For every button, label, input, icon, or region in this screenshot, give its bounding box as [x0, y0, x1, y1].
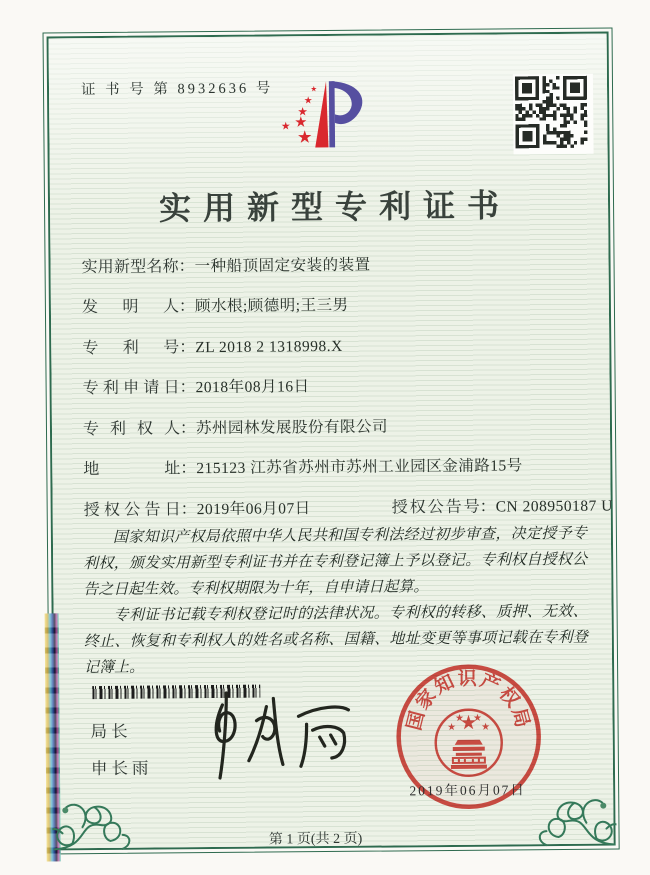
field-label: 专利号 [82, 339, 180, 358]
certificate-border [43, 28, 620, 855]
field-value: ZL 2018 2 1318998.X [195, 337, 343, 357]
field-value: 苏州园林发展股份有限公司 [195, 418, 389, 438]
seal-date: 2019年06月07日 [409, 782, 526, 799]
field-label: 地址 [83, 460, 181, 479]
cnipa-patent-logo-icon [275, 72, 380, 169]
field-label: 实用新型名称 [81, 258, 179, 277]
field-row-filing-date [83, 371, 590, 398]
director-title: 局长 [90, 721, 132, 742]
certificate-title: 实用新型专利证书 [158, 187, 512, 227]
field-value: 2018年08月16日 [195, 378, 310, 397]
field-label: 发明人 [81, 298, 179, 317]
field-label: 专利权人 [82, 420, 181, 439]
field-colon: ： [479, 498, 496, 516]
field-colon: ： [180, 501, 197, 519]
corner-flourish-right [516, 729, 617, 848]
field-colon: ： [180, 460, 197, 478]
field-row-name [81, 250, 588, 277]
field-row-inventors [82, 290, 589, 317]
seal-text: 国家知识产权局 [404, 668, 534, 733]
body-paragraph-2: 专利证书记载专利权登记时的法律状况。专利权的转移、质押、无效、终止、恢复和专利权人的姓名或名称、国籍、地址变更等事项记载在专利登记簿上。 [83, 603, 588, 677]
grant-number-pair [392, 493, 613, 518]
field-colon: ： [178, 258, 195, 276]
field-row-patent-no [82, 331, 589, 358]
certificate-paper [49, 34, 614, 849]
corner-flourish-left [52, 733, 153, 852]
field-label: 授权公告号 [391, 498, 480, 517]
director-name: 申长雨 [90, 758, 153, 779]
handwritten-signature [192, 684, 363, 785]
certificate-number: 证 书 号 第 8932636 号 [80, 80, 274, 99]
field-value: 顾水根;顾德明;王三男 [194, 296, 349, 316]
field-colon: ： [179, 339, 196, 357]
field-value: CN 208950187 U [495, 497, 613, 516]
field-colon: ： [178, 298, 196, 316]
page-footer: 第 1 页(共 2 页) [268, 831, 363, 848]
field-label: 授权公告日 [83, 501, 181, 520]
qr-code [513, 74, 594, 155]
field-value: 一种船顶固定安装的装置 [194, 256, 371, 276]
field-row-address [83, 452, 590, 479]
field-colon: ： [179, 379, 196, 397]
field-colon: ： [179, 420, 197, 438]
field-label: 专利申请日 [82, 379, 180, 398]
field-row-grant [83, 493, 613, 520]
body-paragraph-1: 国家知识产权局依照中华人民共和国专利法经过初步审查，决定授予专利权，颁发实用新型专利证书并在专利登记簿上予以登记。专利权自授权公告之日起生效。专利权期限为十年，自申请日起算。 [83, 525, 588, 599]
field-row-patentee [83, 412, 590, 439]
certificate-border-inner [47, 32, 616, 851]
field-value: 2019年06月07日 [196, 500, 311, 519]
field-value: 215123 江苏省苏州市苏州工业园区金浦路15号 [196, 457, 523, 478]
